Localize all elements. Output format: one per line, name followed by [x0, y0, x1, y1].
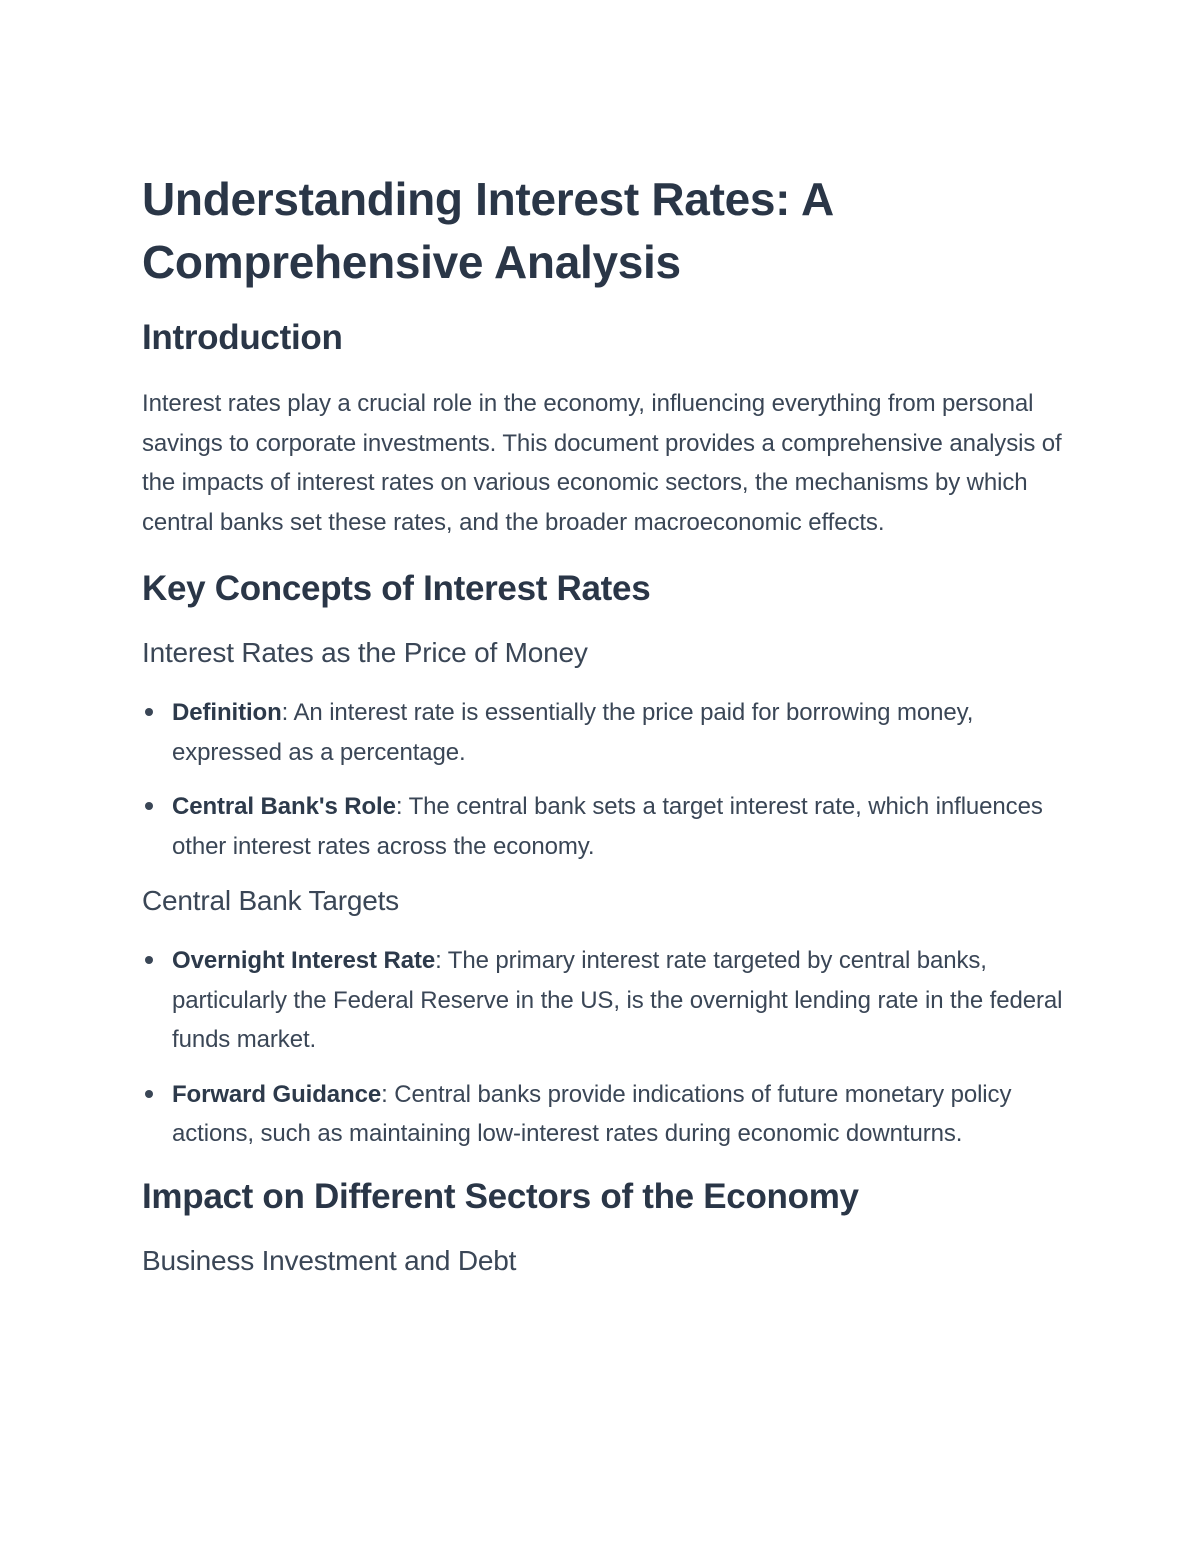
section-heading-impact-on-sectors: Impact on Different Sectors of the Economy [142, 1176, 859, 1216]
list-item-term: Forward Guidance [172, 1080, 382, 1108]
subsection-heading-business-investment: Business Investment and Debt [142, 1244, 517, 1276]
document-title: Understanding Interest Rates: A Comprehensive Analysis [142, 173, 833, 288]
section-heading-key-concepts: Key Concepts of Interest Rates [142, 569, 651, 608]
subsection-heading-central-bank-targets: Central Bank Targets [142, 885, 399, 916]
list-item [142, 693, 1072, 772]
bullet-icon [145, 708, 153, 716]
list-item-term: Central Bank's Role [172, 793, 396, 820]
bullet-list-price-of-money [142, 693, 1072, 866]
list-item-text: : Central banks provide indications of future monetary policy actions, such as maintaining low-interest rates during economic downturns. [172, 1080, 1012, 1147]
bullet-list-central-bank-targets [142, 941, 1072, 1154]
bullet-icon [145, 1090, 153, 1098]
list-item [142, 1075, 1072, 1154]
list-item [142, 941, 1072, 1060]
list-item-text: : An interest rate is essentially the price paid for borrowing money, expressed as a percentage. [172, 699, 974, 766]
list-item-term: Definition [172, 699, 282, 726]
section-heading-introduction: Introduction [142, 318, 343, 357]
list-item-term: Overnight Interest Rate [172, 947, 436, 974]
list-item [142, 787, 1072, 866]
subsection-heading-price-of-money: Interest Rates as the Price of Money [142, 637, 588, 668]
introduction-paragraph: Interest rates play a crucial role in the economy, influencing everything from personal savings to corporate investments. This document provides a comprehensive analysis of the impacts of interest rates on various economic sectors, the mechanisms by which central banks set these rates, and the broader macroeconomic effects. [142, 390, 1062, 536]
bullet-icon [145, 802, 153, 810]
list-item-text: : The central bank sets a target interest rate, which influences other interest rates across the economy. [172, 793, 1043, 860]
bullet-icon [145, 956, 153, 964]
list-item-text: : The primary interest rate targeted by central banks, particularly the Federal Reserve in the US, is the overnight lending rate in the federal funds market. [172, 947, 1063, 1053]
document-page [142, 168, 1072, 1279]
